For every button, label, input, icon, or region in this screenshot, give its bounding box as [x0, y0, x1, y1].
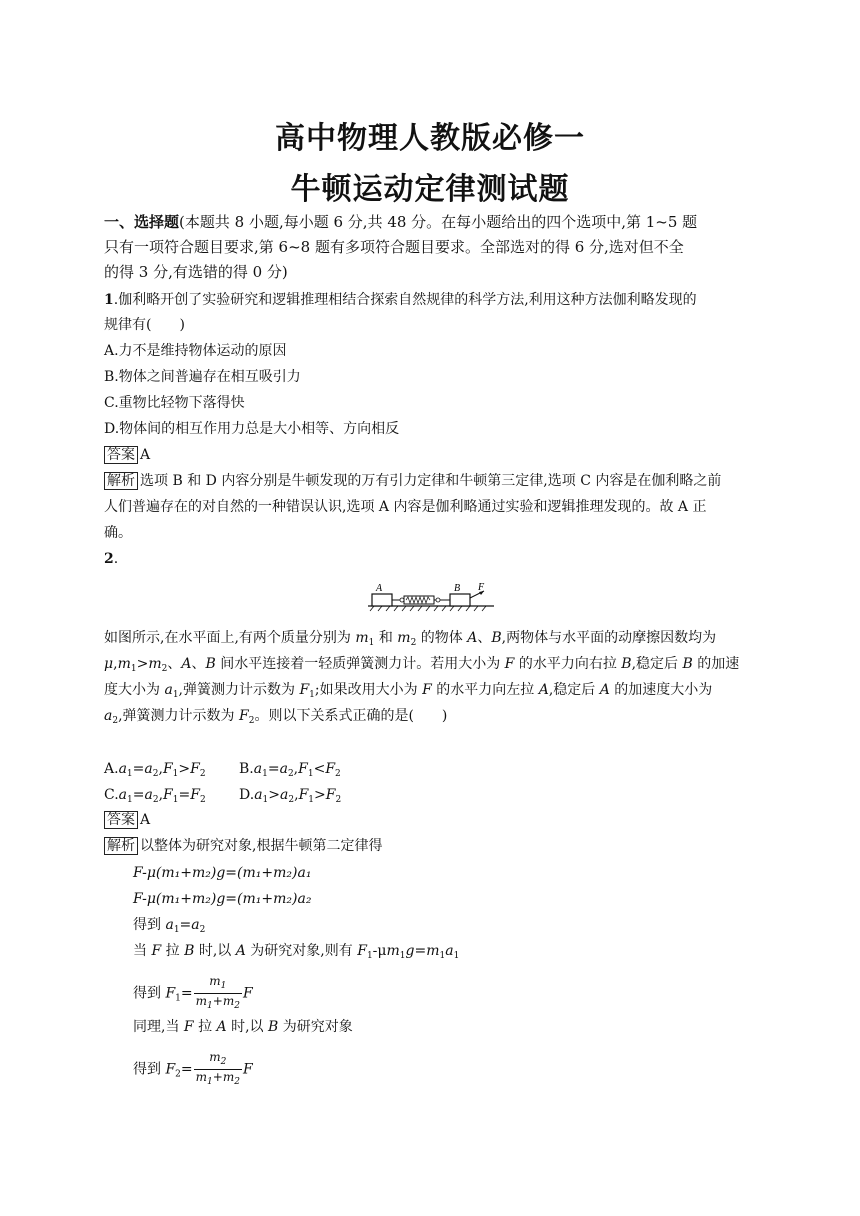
option-b: $B.a_1=a_2,F_1<F_2$: [239, 761, 341, 779]
question-1-number: 1: [104, 292, 114, 308]
question-1-analysis-line-3: 确。: [104, 525, 132, 541]
result-f2: 得到 $F_2=$ $\frac{m_2}{m_1+m_2}$ F: [133, 1050, 253, 1087]
result-f1: 得到 $F_1=$ $\frac{m_1}{m_1+m_2}$ F: [133, 974, 253, 1011]
question-2-answer: [104, 810, 150, 830]
block-b-label: B: [454, 583, 461, 594]
question-1-answer: [104, 445, 150, 465]
question-2-options-ab: [104, 759, 341, 784]
question-1-stem: 1.伽利略开创了实验研究和逻辑推理相结合探索自然规律的科学方法,利用这种方法伽利略发现的: [104, 292, 697, 308]
section-instructions-line-1: 一、选择题(本题共 8 小题,每小题 6 分,共 48 分。在每小题给出的四个选项中,第 1~5 题: [104, 213, 698, 231]
block-a-label: A: [376, 583, 383, 594]
force-label: F: [478, 582, 485, 593]
option-d: $D.a_1>a_2,F_1>F_2$: [239, 787, 342, 805]
fraction-f2: $\frac{m_2}{m_1+m_2}$: [195, 1050, 240, 1087]
question-2-number: 2.: [104, 551, 119, 567]
question-2-stem-line-4: $a_2$,弹簧测力计示数为 $F_2$。则以下关系式正确的是( ): [104, 708, 448, 726]
question-1-option-b: B.物体之间普遍存在相互吸引力: [104, 369, 301, 385]
answer-label: 答案: [104, 446, 138, 464]
document-subtitle: 牛顿运动定律测试题: [290, 172, 570, 207]
answer-label: 答案: [104, 811, 138, 829]
answer-value: A: [140, 447, 151, 463]
analysis-case-1: 当 F 拉 B 时,以 A 为研究对象,则有 $F_1-\mu m_1g=m_1a_1$: [133, 943, 460, 961]
question-2-analysis-intro: 解析 以整体为研究对象,根据牛顿第二定律得: [104, 836, 382, 856]
question-1-analysis-line-1: 解析 选项 B 和 D 内容分别是牛顿发现的万有引力定律和牛顿第三定律,选项 C 内容是在伽利略之前: [104, 471, 721, 491]
equation-3: 得到 $a_1=a_2$: [133, 917, 206, 935]
question-1-analysis-line-2: 人们普遍存在的对自然的一种错误认识,选项 A 内容是伽利略通过实验和逻辑推理发现的。故 A 正: [104, 499, 707, 515]
question-1-option-c: C.重物比轻物下落得快: [104, 395, 245, 411]
question-2-options-cd: [104, 785, 341, 810]
option-a: $A.a_1=a_2,F_1>F_2$: [104, 761, 206, 779]
section-instructions-line-2: 只有一项符合题目要求,第 6~8 题有多项符合题目要求。全部选对的得 6 分,选对但不全: [104, 238, 684, 256]
answer-value: A: [140, 812, 151, 828]
block-a: [372, 594, 392, 606]
analysis-case-2: 同理,当 F 拉 A 时,以 B 为研究对象: [133, 1019, 353, 1035]
equation-1: F-μ(m₁+m₂)g=(m₁+m₂)a₁: [133, 865, 312, 881]
question-2-stem-line-3: 度大小为 $a_1$,弹簧测力计示数为 $F_1$;如果改用大小为 F 的水平力向左拉 A,稳定后 A 的加速度大小为: [104, 682, 713, 700]
ground-hatching: [370, 606, 486, 611]
document-title: 高中物理人教版必修一: [275, 121, 585, 156]
option-c: $C.a_1=a_2,F_1=F_2$: [104, 787, 206, 805]
section-heading: 一、选择题: [104, 213, 180, 231]
question-2-stem-line-1: 如图所示,在水平面上,有两个质量分别为 $m_1$ 和 $m_2$ 的物体 A、B,两物体与水平面的动摩擦因数均为: [104, 630, 717, 648]
spring-scale-figure: [366, 580, 496, 614]
analysis-label: 解析: [104, 472, 138, 490]
equation-2: F-μ(m₁+m₂)g=(m₁+m₂)a₂: [133, 891, 312, 907]
analysis-label: 解析: [104, 837, 138, 855]
section-instructions-line-3: 的得 3 分,有选错的得 0 分): [104, 263, 288, 281]
block-b: [450, 594, 470, 606]
question-2-stem-line-2: $\mu,m_1>m_2$、A、B 间水平连接着一轻质弹簧测力计。若用大小为 F 的水平力向右拉 B,稳定后 B 的加速: [104, 656, 740, 674]
question-1-option-a: A.力不是维持物体运动的原因: [104, 343, 287, 359]
question-1-option-d: D.物体间的相互作用力总是大小相等、方向相反: [104, 421, 400, 437]
fraction-f1: $\frac{m_1}{m_1+m_2}$: [195, 974, 240, 1011]
question-1-stem-cont: 规律有( ): [104, 317, 185, 333]
